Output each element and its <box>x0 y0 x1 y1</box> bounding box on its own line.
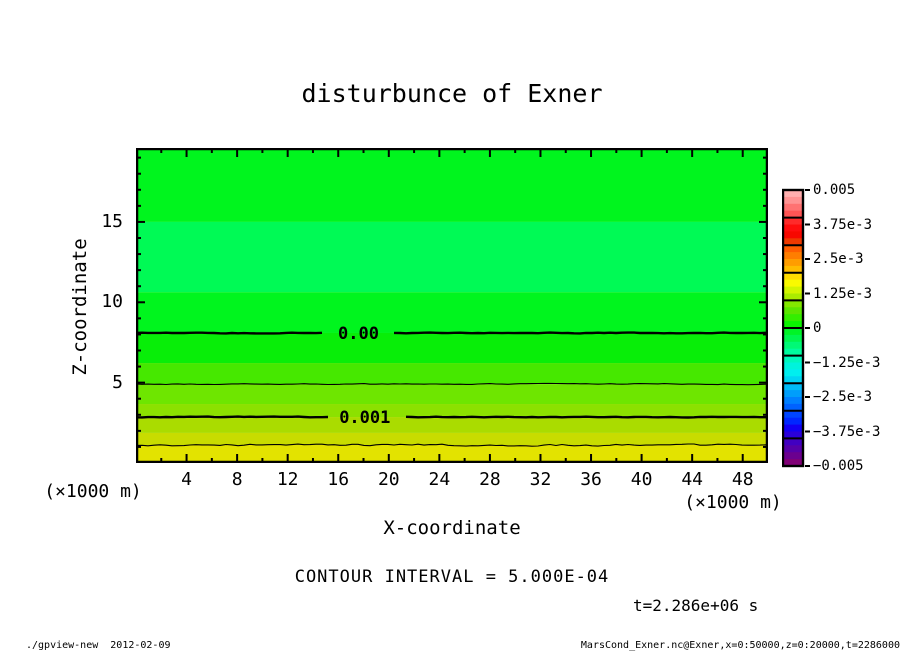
colorbar-swatch <box>783 418 803 425</box>
contour-label: 0.001 <box>339 408 391 429</box>
contour-plot-area <box>136 148 768 463</box>
x-tick-label: 32 <box>529 469 552 490</box>
contour-interval-note: CONTOUR INTERVAL = 5.000E-04 <box>294 567 610 587</box>
colorbar-swatch <box>783 356 803 363</box>
x-tick-label: 24 <box>428 469 451 490</box>
contour-band <box>136 222 768 292</box>
colorbar-swatch <box>783 307 803 314</box>
colorbar-swatch <box>783 204 803 211</box>
contour-line <box>406 417 768 418</box>
colorbar-tick-label: 1.25e-3 <box>813 285 873 302</box>
x-tick-label: 16 <box>327 469 350 490</box>
plot-svg <box>136 148 768 463</box>
x-tick-label: 12 <box>276 469 299 490</box>
x-tick-label: 40 <box>630 469 653 490</box>
colorbar-swatch <box>783 300 803 307</box>
colorbar-swatch <box>783 452 803 459</box>
contour-line <box>136 333 322 334</box>
colorbar-swatch <box>783 445 803 452</box>
colorbar-swatch <box>783 259 803 266</box>
x-tick-label: 28 <box>479 469 501 490</box>
colorbar-swatch <box>783 218 803 225</box>
colorbar-swatch <box>783 225 803 232</box>
x-axis-unit: (×1000 m) <box>684 492 782 513</box>
colorbar-swatch <box>783 425 803 432</box>
colorbar-swatch <box>783 197 803 204</box>
contour-band <box>136 433 768 445</box>
contour-line <box>394 333 768 334</box>
colorbar-swatch <box>783 245 803 252</box>
colorbar-tick-label: −1.25e-3 <box>813 354 881 371</box>
contour-band <box>136 333 768 363</box>
colorbar-swatch <box>783 335 803 342</box>
colorbar-swatch <box>783 314 803 321</box>
x-tick-label: 8 <box>231 469 243 490</box>
colorbar-swatch <box>783 438 803 445</box>
contour-label: 0.00 <box>337 323 379 344</box>
colorbar-swatch <box>783 369 803 376</box>
z-tick-label: 5 <box>112 371 123 393</box>
z-axis-title: Z-coordinate <box>69 238 91 376</box>
colorbar <box>782 188 816 472</box>
z-tick-label: 15 <box>101 210 123 232</box>
colorbar-tick-label: −2.5e-3 <box>813 389 873 405</box>
contour-band <box>136 417 768 433</box>
contour-band <box>136 445 768 463</box>
footer-program-date: ./gpview-new 2012-02-09 <box>26 640 171 651</box>
time-annotation: t=2.286e+06 s <box>633 596 759 615</box>
contour-band <box>136 363 768 384</box>
z-tick-label: 10 <box>101 291 123 313</box>
colorbar-tick-label: −0.005 <box>813 458 864 474</box>
contour-band <box>136 404 768 417</box>
colorbar-tick-label: −3.75e-3 <box>813 423 881 440</box>
chart-title: disturbunce of Exner <box>301 79 603 108</box>
colorbar-swatch <box>783 252 803 259</box>
colorbar-swatch <box>783 287 803 294</box>
colorbar-tick-label: 0 <box>813 320 822 336</box>
contour-line <box>136 417 328 418</box>
colorbar-tick-label: 0.005 <box>813 182 856 198</box>
x-tick-label: 44 <box>681 469 703 490</box>
contour-band <box>136 292 768 333</box>
colorbar-tick-label: 3.75e-3 <box>813 216 873 233</box>
x-tick-label: 4 <box>181 469 192 490</box>
colorbar-swatch <box>783 328 803 335</box>
contour-band <box>136 384 768 404</box>
x-tick-label: 36 <box>580 469 602 490</box>
x-tick-label: 48 <box>731 469 754 490</box>
colorbar-swatch <box>783 231 803 238</box>
colorbar-swatch <box>783 383 803 390</box>
colorbar-swatch <box>783 342 803 349</box>
colorbar-swatch <box>783 363 803 370</box>
colorbar-swatch <box>783 397 803 404</box>
colorbar-svg <box>782 188 816 472</box>
colorbar-swatch <box>783 411 803 418</box>
colorbar-tick-label: 2.5e-3 <box>813 251 864 267</box>
footer-dataset-info: MarsCond_Exner.nc@Exner,x=0:50000,z=0:20000,t=2286000 <box>580 640 900 651</box>
colorbar-swatch <box>783 390 803 397</box>
x-axis-title: X-coordinate <box>383 517 521 539</box>
colorbar-swatch <box>783 280 803 287</box>
z-axis-unit: (×1000 m) <box>44 481 142 502</box>
x-tick-label: 20 <box>377 469 400 490</box>
contour-band <box>136 148 768 222</box>
colorbar-swatch <box>783 273 803 280</box>
